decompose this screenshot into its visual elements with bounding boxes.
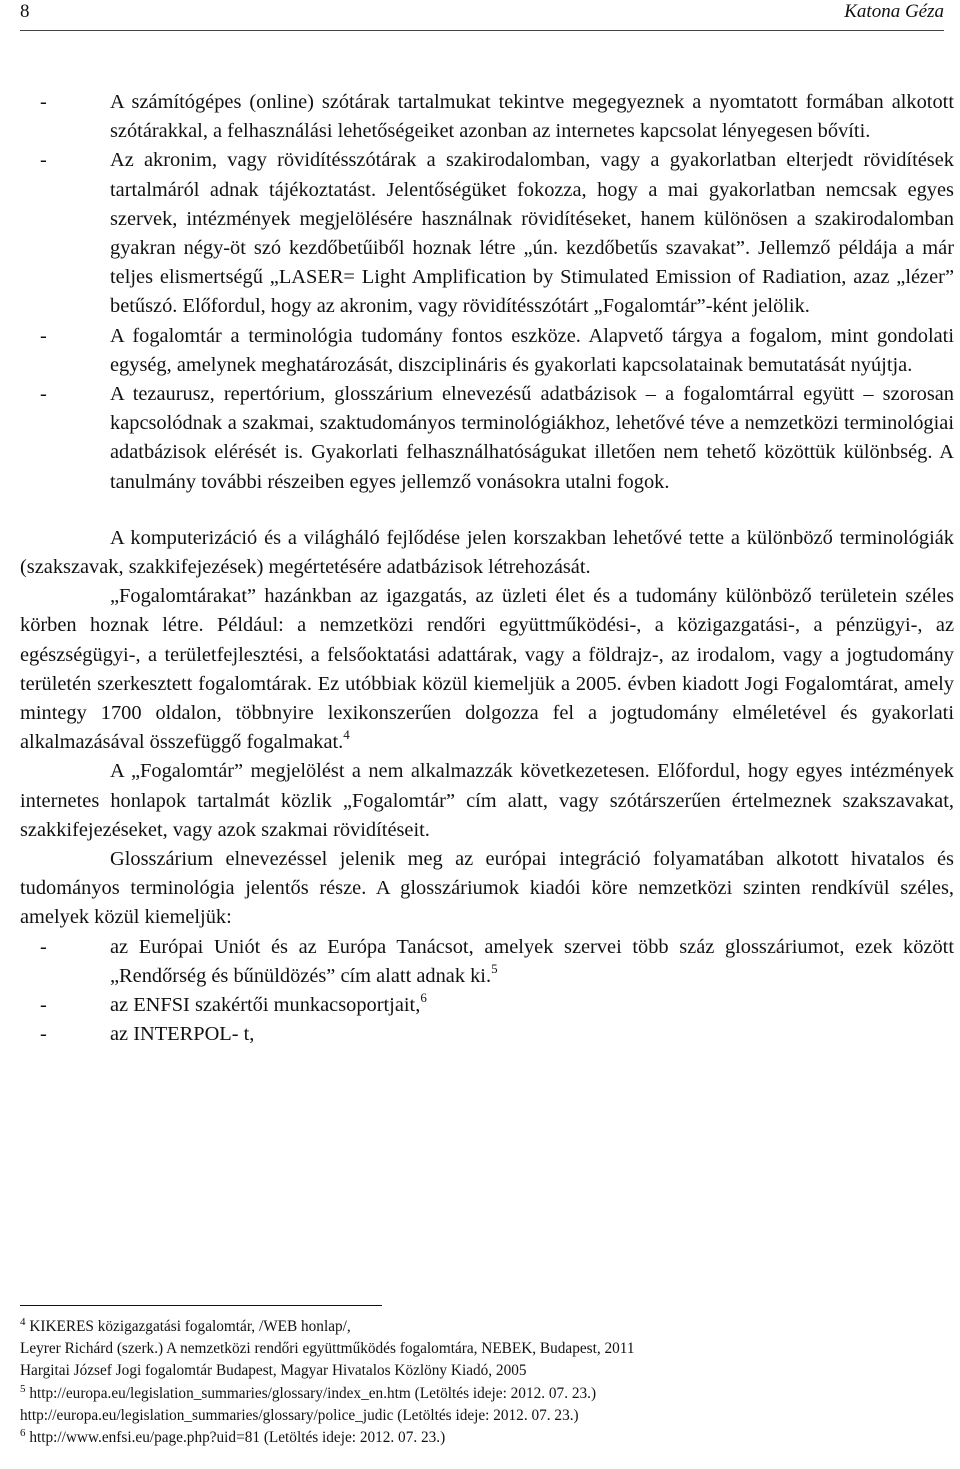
footnote (20, 1427, 950, 1449)
footnote-reference[interactable]: 5 (491, 960, 498, 976)
footnote-reference[interactable]: 6 (420, 990, 427, 1006)
list-item: - Az akronim, vagy rövidítésszótárak a szakirodalomban, vagy a gyakorlatban elterjedt rövidítések tartalmáról adnak tájékoztatást. Jelentőségüket fokozza, hogy a mai gyakorlatban nemcsak egyes szervek, intézmények megjelölésére használnak rövidítéseket, hanem különösen a szakirodalomban gyakran négy-öt szó kezdőbetűiből hoznak létre „ún. kezdőbetűs szavakat”. Jellemző példája a már teljes elismertségű „LASER= Light Amplification by Stimulated Emission of Radiation, azaz „lézer” betűszó. Előfordul, hogy az akronim, vagy rövidítésszótárt „Fogalomtár”-ként jelölik. (20, 146, 954, 321)
footnote-text: Leyrer Richárd (szerk.) A nemzetközi rendőri együttműködés fogalomtára, NEBEK, Budapest, 2011 (20, 1340, 635, 1358)
page-number: 8 (20, 1, 30, 22)
list-item-text: az Európai Uniót és az Európa Tanácsot, amelyek szervei több száz glosszáriumot, ezek között „Rendőrség és bűnüldözés” cím alatt adnak ki. (110, 935, 954, 987)
page-header (20, 0, 944, 31)
list-item (20, 1020, 954, 1049)
body-paragraph: A komputerizáció és a világháló fejlődése jelen korszakban lehetővé tette a különböző terminológiák (szakszavak, szakkifejezések) megértetésére adatbázisok létrehozását. (20, 526, 954, 579)
list-item (20, 933, 954, 991)
list-item (20, 991, 954, 1020)
paragraph-text: „Fogalomtárakat” hazánkban az igazgatás, az üzleti élet és a tudomány különböző területein széles körben hoznak létre. Például: a nemzetközi rendőri együttműködési-, a közigazgatási-, a pénzügyi-, az egészségügyi-, a területfejlesztési, a felsőoktatási adattárak, vagy a földrajz-, az irodalom, vagy a jogtudomány területén szerkesztett fogalomtárak. Ez utóbbiak közül kiemeljük a 2005. évben kiadott Jogi Fogalomtárat, amely mintegy 1700 oldalon, többnyire lexikonszerűen dolgozza fel a jogtudomány elméletével és gyakorlati alkalmazásával összefüggő fogalmakat. (20, 585, 954, 754)
footnote (20, 1316, 950, 1338)
list-item-text: az ENFSI szakértői munkacsoportjait, (110, 994, 421, 1017)
footnote-text: Hargitai József Jogi fogalomtár Budapest, Magyar Hivatalos Közlöny Kiadó, 2005 (20, 1362, 527, 1380)
footnote-number: 4 (20, 1316, 26, 1328)
bullet-list-publishers (20, 933, 954, 1050)
footnote-reference[interactable]: 4 (343, 727, 350, 743)
footnote-number: 6 (20, 1427, 26, 1440)
paragraph-gap (20, 497, 954, 524)
list-item: - A számítógépes (online) szótárak tartalmukat tekintve megegyeznek a nyomtatott formában alkotott szótárakkal, a felhasználási lehetőségeiket azonban az internetes kapcsolat lényegesen bővíti. (20, 88, 954, 146)
body-paragraph: Glosszárium elnevezéssel jelenik meg az európai integráció folyamatában alkotott hivatalos és tudományos terminológia jelentős része. A glosszáriumok kiadói köre nemzetközi szinten rendkívül széles, amelyek közül kiemeljük: (20, 848, 954, 929)
footnote (20, 1360, 950, 1382)
footnote (20, 1405, 950, 1427)
running-author: Katona Géza (844, 1, 944, 22)
footnote-link[interactable]: http://europa.eu/legislation_summaries/glossary/index_en.htm (Letöltés ideje: 2012. 07. 23.) (29, 1384, 597, 1402)
footnote-text: KIKERES közigazgatási fogalomtár, /WEB honlap/, (29, 1318, 351, 1335)
list-item-text: az INTERPOL- t, (110, 1023, 255, 1046)
footnote (20, 1383, 950, 1405)
footnote-number: 5 (20, 1382, 26, 1395)
body-paragraph (20, 582, 954, 757)
bullet-list-dictionaries (20, 88, 954, 497)
body-paragraph: A „Fogalomtár” megjelölést a nem alkalmazzák következetesen. Előfordul, hogy egyes intézmények internetes honlapok tartalmát közlik „Fogalomtár” cím alatt, vagy szótárszerűen értelmeznek szakszavakat, szakkifejezéseket, vagy azok szakmai rövidítéseit. (20, 760, 954, 841)
list-item: - A fogalomtár a terminológia tudomány fontos eszköze. Alapvető tárgya a fogalom, mint gondolati egység, amelynek meghatározását, diszciplináris és gyakorlati kapcsolatainak bemutatását nyújtja. (20, 322, 954, 380)
footnote (20, 1338, 950, 1360)
page-body (20, 88, 954, 1050)
footnote-link[interactable]: http://www.enfsi.eu/page.php?uid=81 (Letöltés ideje: 2012. 07. 23.) (29, 1429, 446, 1447)
list-item: - A tezaurusz, repertórium, glosszárium elnevezésű adatbázisok – a fogalomtárral együtt – szorosan kapcsolódnak a szakmai, szaktudományos terminológiákhoz, lehetővé téve a nemzetközi terminológiai adatbázisok elérését is. Gyakorlati felhasználhatóságukat illetően nem tehető közöttük különbség. A tanulmány további részeiben egyes jellemző vonásokra utalni fogok. (20, 380, 954, 497)
footnote-separator (20, 1305, 382, 1306)
footnotes (20, 1316, 950, 1449)
footnote-link[interactable]: http://europa.eu/legislation_summaries/glossary/police_judic (Letöltés ideje: 2012. 07. 23.) (20, 1406, 579, 1424)
